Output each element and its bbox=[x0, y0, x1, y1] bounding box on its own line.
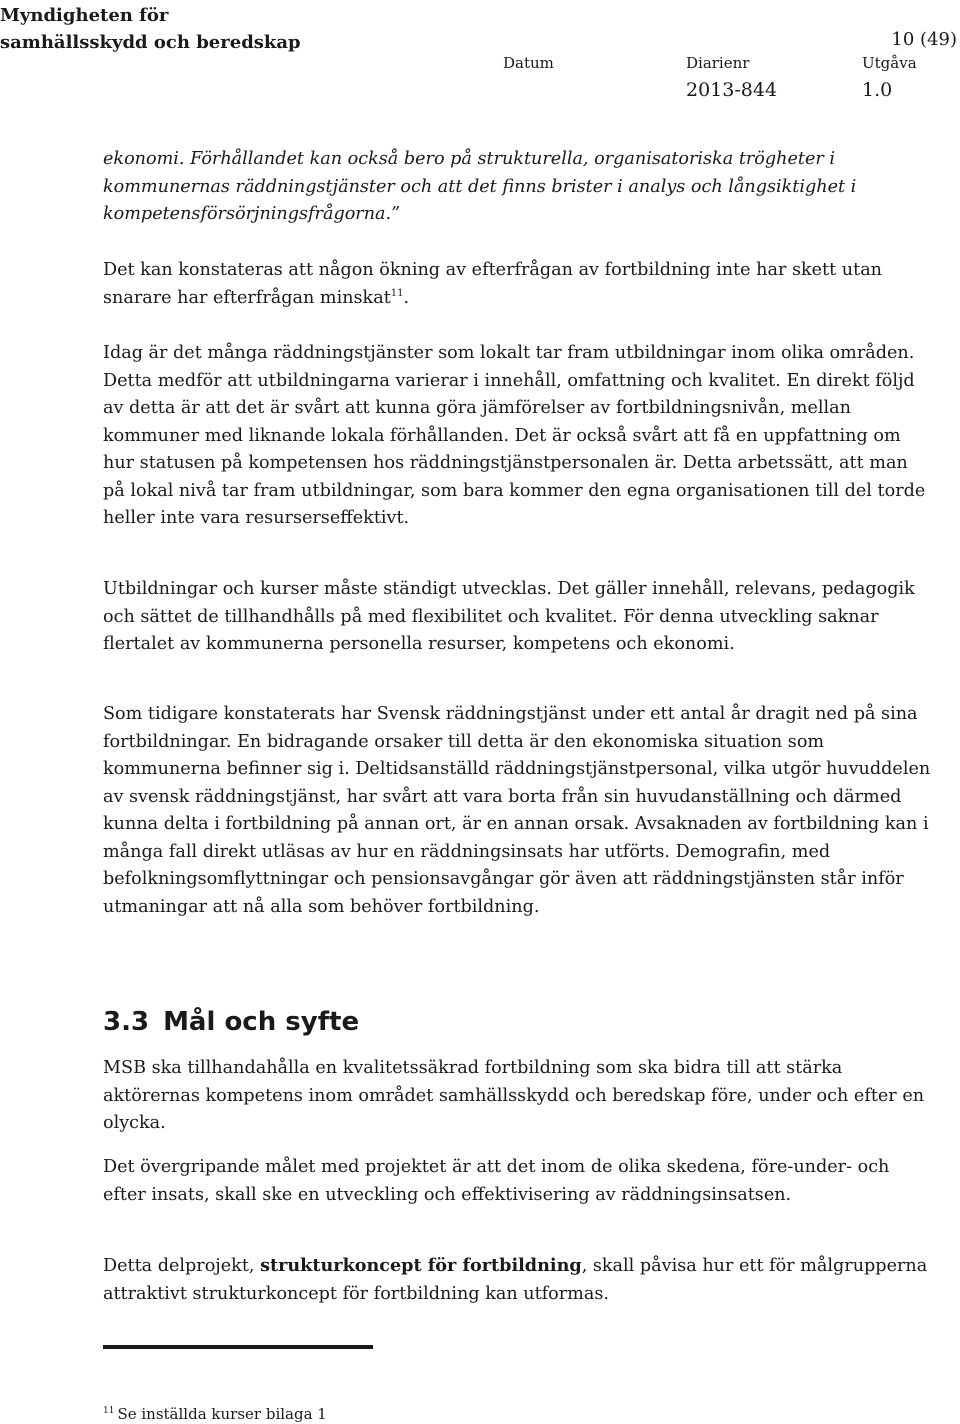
utgava-field bbox=[862, 54, 917, 101]
paragraph-courses bbox=[103, 576, 933, 659]
organization-name-line2: samhällsskydd och beredskap bbox=[0, 32, 301, 53]
paragraph-background bbox=[103, 701, 933, 921]
diarienr-value: 2013-844 bbox=[686, 79, 778, 101]
footnote-number: 11 bbox=[103, 1406, 115, 1416]
paragraph-subproject-start: Detta delprojekt, bbox=[103, 1256, 261, 1276]
quote-paragraph bbox=[103, 146, 933, 229]
utgava-value: 1.0 bbox=[862, 79, 893, 101]
footnote-separator bbox=[103, 1345, 373, 1349]
diarienr-field bbox=[686, 54, 777, 101]
datum-label: Datum bbox=[503, 54, 554, 72]
organization-name bbox=[0, 2, 301, 56]
paragraph-demand-text: Det kan konstateras att någon ökning av efterfrågan av fortbildning inte har skett utan snarare har efterfrågan minskat bbox=[103, 260, 883, 308]
paragraph-demand bbox=[103, 257, 933, 312]
paragraph-msb-goal bbox=[103, 1055, 933, 1138]
utgava-label: Utgåva bbox=[862, 54, 917, 72]
footnote-text: Se inställda kurser bilaga 1 bbox=[117, 1405, 327, 1423]
paragraph-overall-goal-text: Det övergripande målet med projektet är att det inom de olika skedena, före-under- och efter insats, skall ske en utveckling och effektivisering av räddningsinsatsen. bbox=[103, 1157, 890, 1205]
quote-text: ekonomi. Förhållandet kan också bero på strukturella, organisatoriska trögheter i kommunernas räddningstjänster och att det finns brister i analys och långsiktighet i kompetensförsörjningsfrågorna.” bbox=[103, 149, 857, 224]
paragraph-subproject bbox=[103, 1252, 933, 1308]
subproject-name: strukturkoncept för fortbildning bbox=[260, 1255, 582, 1276]
paragraph-subproject-end: , skall påvisa hur ett för målgrupperna attraktivt strukturkoncept för fortbildning kan utformas. bbox=[103, 1256, 928, 1304]
paragraph-overall-goal bbox=[103, 1154, 933, 1209]
diarienr-label: Diarienr bbox=[686, 54, 750, 72]
section-title: Mål och syfte bbox=[163, 1007, 360, 1037]
paragraph-local-training-text: Idag är det många räddningstjänster som lokalt tar fram utbildningar inom olika områden. Detta medför att utbildningarna varierar i innehåll, omfattning och kvalitet. En direkt följd av detta är att det är svårt att kunna göra jämförelser av fortbildningsnivån, mellan kommuner med liknande lokala förhållanden. Det är också svårt att få en uppfattning om hur statusen på kompetensen hos räddningstjänstpersonalen är. Detta arbetssätt, att man på lokal nivå tar fram utbildningar, som bara kommer den egna organisationen till del torde heller inte vara resurserseffektivt. bbox=[103, 343, 926, 528]
footnote-reference: 11 bbox=[390, 287, 404, 299]
datum-field bbox=[503, 54, 554, 72]
section-number: 3.3 bbox=[103, 1007, 150, 1037]
organization-name-line1: Myndigheten för bbox=[0, 5, 169, 26]
paragraph-demand-end: . bbox=[403, 287, 410, 308]
paragraph-courses-text: Utbildningar och kurser måste ständigt utvecklas. Det gäller innehåll, relevans, pedagogik och sättet de tillhandhålls på med flexibilitet och kvalitet. För denna utveckling saknar flertalet av kommunerna personella resurser, kompetens och ekonomi. bbox=[103, 579, 915, 654]
paragraph-background-text: Som tidigare konstaterats har Svensk räddningstjänst under ett antal år dragit ned på sina fortbildningar. En bidragande orsaker till detta är den ekonomiska situation som kommunerna befinner sig i. Deltidsanställd räddningstjänstpersonal, vilka utgör huvuddelen av svensk räddningstjänst, har svårt att vara borta från sin huvudanställning och därmed kunna delta i fortbildning på annan ort, är en annan orsak. Avsaknaden av fortbildning kan i många fall direkt utläsas av hur en räddningsinsats har utförts. Demografin, med befolkningsomflyttningar och pensionsavgångar gör även att räddningstjänsten står inför utmaningar att nå alla som behöver fortbildning. bbox=[103, 704, 931, 917]
paragraph-local-training bbox=[103, 340, 933, 533]
paragraph-msb-goal-text: MSB ska tillhandahålla en kvalitetssäkrad fortbildning som ska bidra till att stärka aktörernas kompetens inom området samhällsskydd och beredskap före, under och efter en olycka. bbox=[103, 1058, 925, 1133]
footnote bbox=[103, 1404, 327, 1424]
page-number: 10 (49) bbox=[891, 29, 957, 50]
section-heading bbox=[103, 1002, 359, 1042]
